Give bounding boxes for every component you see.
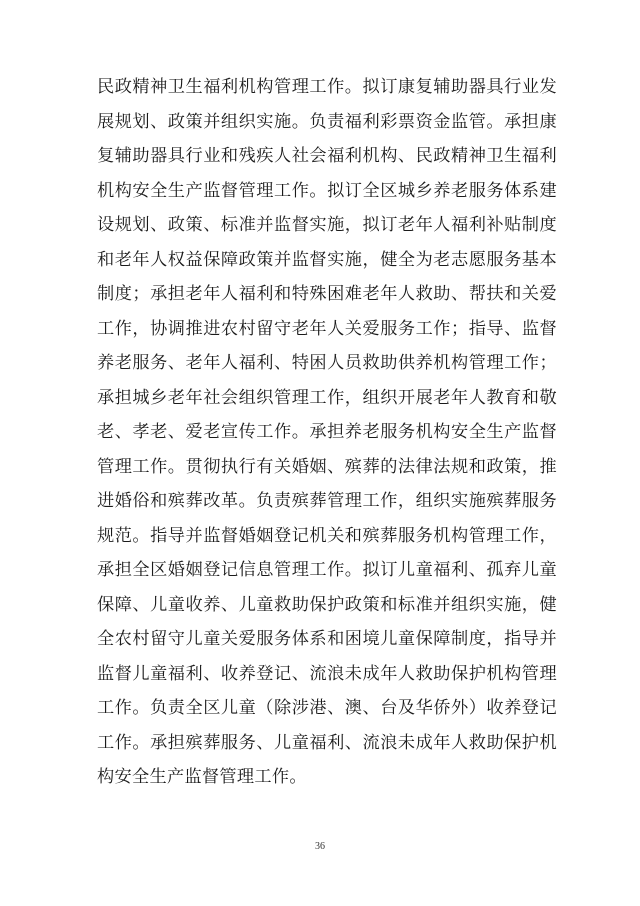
text-line: 展规划、政策并组织实施。负责福利彩票资金监管。承担康 <box>97 111 557 132</box>
text-line: 工作，协调推进农村留守老年人关爱服务工作；指导、监督 <box>97 318 557 339</box>
text-line: 民政精神卫生福利机构管理工作。拟订康复辅助器具行业发 <box>97 77 557 97</box>
text-line: 监督儿童福利、收养登记、流浪未成年人救助保护机构管理 <box>97 663 557 684</box>
text-line: 养老服务、老年人福利、特困人员救助供养机构管理工作； <box>97 353 557 373</box>
text-line: 制度；承担老年人福利和特殊困难老年人救助、帮扶和关爱 <box>97 284 557 304</box>
text-line: 管理工作。贯彻执行有关婚姻、殡葬的法律法规和政策，推 <box>97 456 557 477</box>
text-line: 老、孝老、爱老宣传工作。承担养老服务机构安全生产监督 <box>97 422 557 442</box>
text-line: 和老年人权益保障政策并监督实施，健全为老志愿服务基本 <box>97 249 557 270</box>
text-line: 机构安全生产监督管理工作。拟订全区城乡养老服务体系建 <box>97 180 557 201</box>
text-line-last: 构安全生产监督管理工作。 <box>97 767 307 787</box>
text-line: 承担全区婚姻登记信息管理工作。拟订儿童福利、孤弃儿童 <box>97 560 557 580</box>
text-line: 保障、儿童收养、儿童救助保护政策和标准并组织实施，健 <box>97 594 557 615</box>
text-line: 全农村留守儿童关爱服务体系和困境儿童保障制度，指导并 <box>97 629 557 649</box>
text-line: 设规划、政策、标准并监督实施，拟订老年人福利补贴制度 <box>97 215 557 235</box>
text-line: 承担城乡老年社会组织管理工作，组织开展老年人教育和敬 <box>97 387 557 408</box>
text-line: 进婚俗和殡葬改革。负责殡葬管理工作，组织实施殡葬服务 <box>97 491 557 511</box>
text-line: 规范。指导并监督婚姻登记机关和殡葬服务机构管理工作， <box>97 525 557 546</box>
text-line: 工作。负责全区儿童（除涉港、澳、台及华侨外）收养登记 <box>97 698 557 718</box>
page-number: 36 <box>315 841 325 852</box>
text-line: 工作。承担殡葬服务、儿童福利、流浪未成年人救助保护机 <box>97 732 557 753</box>
body-paragraph <box>97 70 557 795</box>
text-line: 复辅助器具行业和残疾人社会福利机构、民政精神卫生福利 <box>97 146 557 166</box>
